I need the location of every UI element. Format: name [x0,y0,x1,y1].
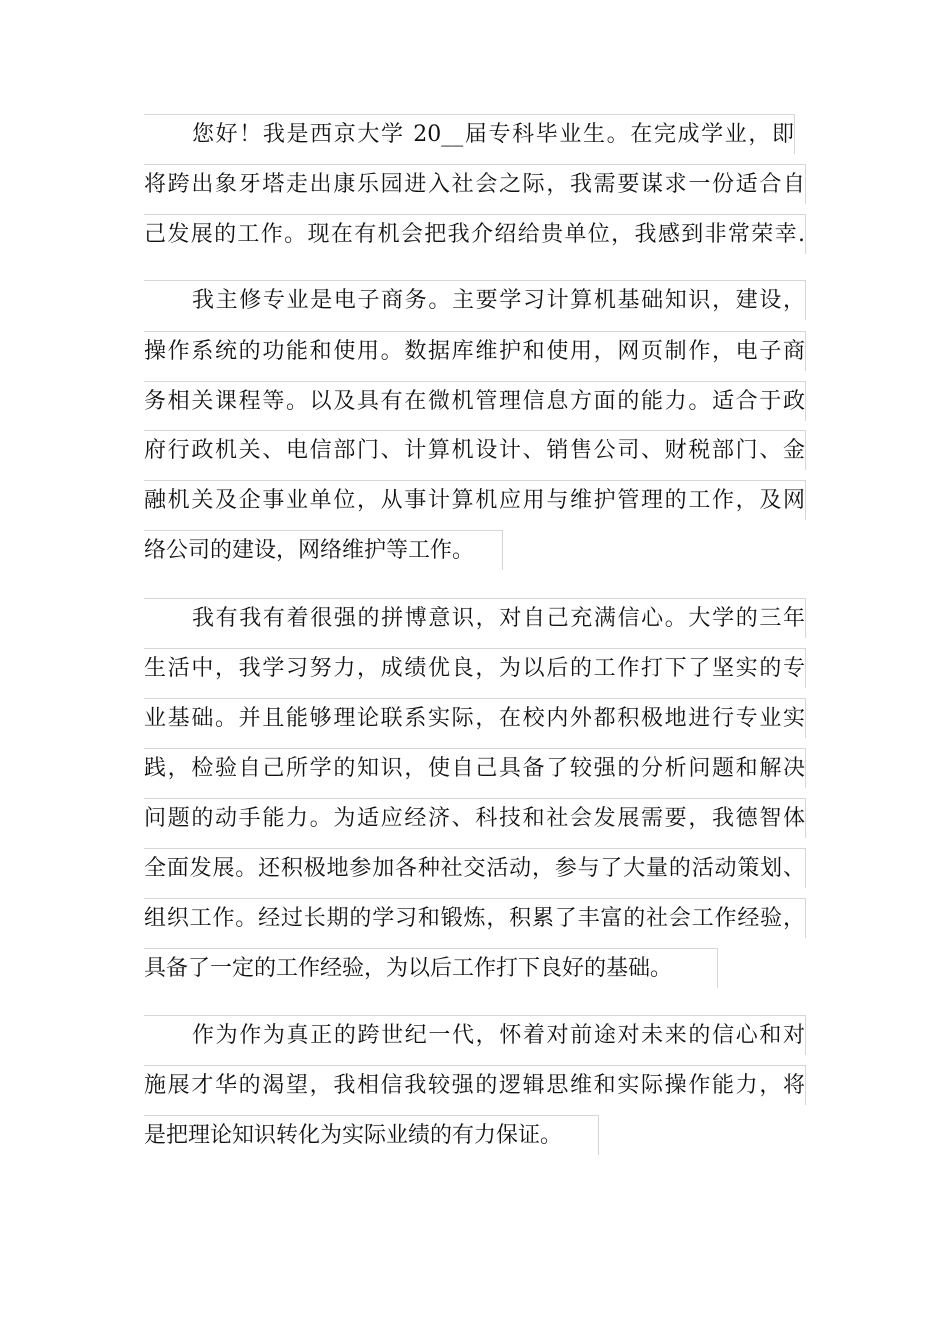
text-line: 生活中，我学习努力，成绩优良，为以后的工作打下了坚实的专 [144,648,806,688]
text-line: 融机关及企事业单位，从事计算机应用与维护管理的工作，及网 [144,480,806,520]
text-line: 您好！我是西京大学 20__届专科毕业生。在完成学业，即 [144,114,795,154]
text-line: 我有我有着很强的拼博意识，对自己充满信心。大学的三年 [144,598,806,638]
text-line: 作为作为真正的跨世纪一代，怀着对前途对未来的信心和对 [144,1015,806,1055]
text-line: 业基础。并且能够理论联系实际，在校内外都积极地进行专业实 [144,698,806,738]
text-line: 络公司的建设，网络维护等工作。 [144,530,503,570]
text-line: 具备了一定的工作经验，为以后工作打下良好的基础。 [144,948,718,988]
text-line: 全面发展。还积极地参加各种社交活动，参与了大量的活动策划、 [144,848,806,888]
text-line: 务相关课程等。以及具有在微机管理信息方面的能力。适合于政 [144,381,806,421]
text-line: 是把理论知识转化为实际业绩的有力保证。 [144,1115,599,1155]
text-line: 府行政机关、电信部门、计算机设计、销售公司、财税部门、金 [144,430,806,470]
text-line: 操作系统的功能和使用。数据库维护和使用，网页制作，电子商 [144,331,806,371]
text-line: 施展才华的渴望，我相信我较强的逻辑思维和实际操作能力，将 [144,1065,806,1105]
text-line: 己发展的工作。现在有机会把我介绍给贵单位，我感到非常荣幸. [144,214,806,254]
text-line: 我主修专业是电子商务。主要学习计算机基础知识，建设， [144,280,806,320]
text-line: 将跨出象牙塔走出康乐园进入社会之际，我需要谋求一份适合自 [144,164,806,204]
text-line: 组织工作。经过长期的学习和锻炼，积累了丰富的社会工作经验， [144,898,806,938]
text-line: 问题的动手能力。为适应经济、科技和社会发展需要，我德智体 [144,798,806,838]
text-line: 践，检验自己所学的知识，使自己具备了较强的分析问题和解决 [144,748,806,788]
